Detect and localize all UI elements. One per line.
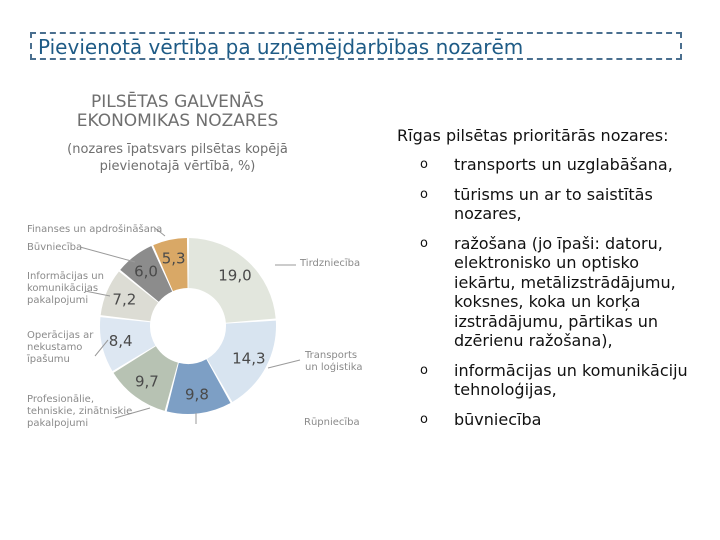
slice-value-label: 8,4 bbox=[108, 331, 133, 350]
list-item: o transports un uzglabāšana, bbox=[420, 155, 673, 174]
slice-value-label: 6,0 bbox=[134, 262, 158, 281]
label-informacijas: Informācijas un komunikācijas pakalpojumi bbox=[27, 271, 104, 306]
chart-title: PILSĒTAS GALVENĀS EKONOMIKAS NOZARES bbox=[76, 92, 279, 131]
slice-value-label: 9,8 bbox=[185, 385, 209, 404]
bullet-icon: o bbox=[420, 157, 428, 172]
priority-heading: Rīgas pilsētas prioritārās nozares: bbox=[397, 126, 669, 145]
leader-line bbox=[80, 247, 135, 262]
label-finanses: Finanses un apdrošināšana bbox=[27, 224, 163, 235]
label-profesionalie: Profesionālie, tehniskie, zinātniskie pakalpojumi bbox=[27, 394, 133, 429]
label-tirdznieciba: Tirdzniecība bbox=[300, 258, 361, 269]
label-transports: Transports un loģistika bbox=[305, 350, 363, 373]
slice-value-label: 19,0 bbox=[218, 266, 252, 285]
label-operacijas: Operācijas ar nekustamo īpašumu bbox=[27, 330, 94, 365]
list-item: o informācijas un komunikāciju tehnoloģijas, bbox=[420, 360, 688, 399]
label-rupnieciba: Rūpniecība bbox=[304, 417, 360, 428]
label-buvnieciba: Būvniecība bbox=[27, 242, 83, 253]
list-item: o būvniecība bbox=[420, 409, 542, 429]
chart-subtitle: (nozares īpatsvars pilsētas kopējā pievienotajā vērtībā, %) bbox=[67, 142, 288, 174]
slice-value-label: 7,2 bbox=[112, 290, 137, 309]
bullet-icon: o bbox=[420, 186, 428, 202]
slide-title: Pievienotā vērtība pa uzņēmējdarbības nozarēm bbox=[38, 35, 524, 59]
priority-list bbox=[420, 155, 700, 439]
slice-value-label: 9,7 bbox=[134, 372, 159, 391]
slice-value-label: 5,3 bbox=[161, 249, 186, 268]
bullet-icon: o bbox=[420, 411, 428, 427]
slice-value-label: 14,3 bbox=[232, 349, 266, 368]
list-item: o ražošana (jo īpaši: datoru, elektronisko un optisko iekārtu, metālizstrādājumu, koksnes, koka un korķa izstrādājumu, pārtikas un dzērienu ražošana), bbox=[420, 233, 676, 350]
bullet-icon: o bbox=[420, 362, 428, 378]
leader-line bbox=[268, 360, 300, 368]
list-item: o tūrisms un ar to saistītās nozares, bbox=[420, 184, 653, 223]
bullet-icon: o bbox=[420, 235, 428, 251]
